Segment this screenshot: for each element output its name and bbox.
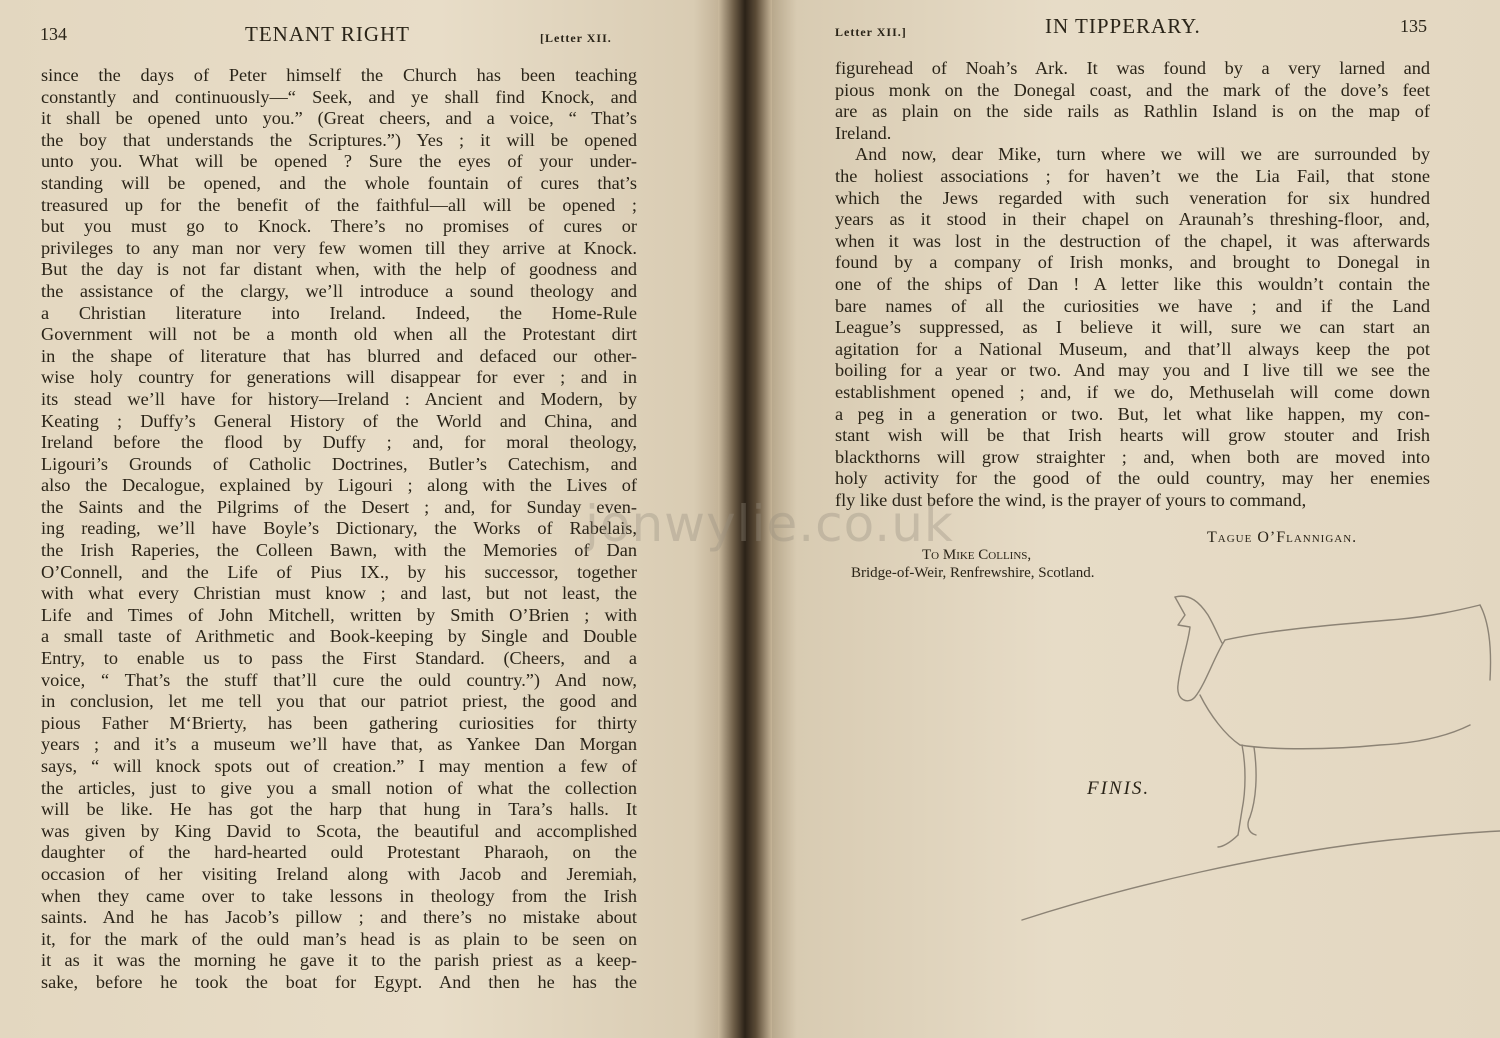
left-text-line: treasured up for the benefit of the faithful—all will be opened ; <box>41 194 637 215</box>
right-text-line: League’s suppressed, as I believe it will, sure we can start an <box>835 317 1430 338</box>
left-text-line: the Irish Raperies, the Colleen Bawn, with the Memories of Dan <box>41 540 637 561</box>
right-text-line: blackthorns will grow straighter ; and, when both are moved into <box>835 446 1430 467</box>
left-text-line: the Saints and the Pilgrims of the Desert ; and, for Sunday even- <box>41 496 637 517</box>
left-text-line: a small taste of Arithmetic and Book-keeping by Single and Double <box>41 626 637 647</box>
left-text-line: the assistance of the clargy, we’ll introduce a sound theology and <box>41 280 637 301</box>
left-text-line: it, for the mark of the ould man’s head is as plain to be seen on <box>41 928 637 949</box>
right-text-line: a peg in a generation or two. But, let what like happen, my con- <box>835 403 1430 424</box>
left-text-line: was given by King David to Scota, the beautiful and accomplished <box>41 820 637 841</box>
left-text-line: will be like. He has got the harp that hung in Tara’s halls. It <box>41 799 637 820</box>
right-text-line: one of the ships of Dan ! A letter like this wouldn’t contain the <box>835 273 1430 294</box>
right-body-text <box>835 58 1430 511</box>
address-to: To Mike Collins, <box>922 547 1032 563</box>
right-text-line: agitation for a National Museum, and that’ll always keep the pot <box>835 338 1430 359</box>
right-text-line: holy activity for the good of the ould country, may her enemies <box>835 468 1430 489</box>
left-text-line: with what every Christian must know ; and last, but not least, the <box>41 583 637 604</box>
right-text-line: are as plain on the side rails as Rathlin Island is on the map of <box>835 101 1430 122</box>
finis-text: FINIS. <box>1087 778 1151 799</box>
horse-pencil-sketch <box>1010 585 1500 945</box>
right-text-line: figurehead of Noah’s Ark. It was found by a very larned and <box>835 58 1430 78</box>
right-text-line: found by a company of Irish monks, and brought to Donegal in <box>835 252 1430 273</box>
left-text-line: in conclusion, let me tell you that our patriot priest, the good and <box>41 691 637 712</box>
left-text-line: But the day is not far distant when, with the help of goodness and <box>41 259 637 280</box>
left-text-line: pious Father M‘Brierty, has been gathering curiosities for thirty <box>41 712 637 733</box>
right-text-line: the holiest associations ; for haven’t we the Lia Fail, that stone <box>835 165 1430 186</box>
left-text-line: its stead we’ll have for history—Ireland : Ancient and Modern, by <box>41 388 637 409</box>
left-body-text <box>41 65 637 994</box>
right-text-line: years as it stood in their chapel on Araunah’s threshing-floor, and, <box>835 209 1430 230</box>
left-text-line: standing will be opened, and the whole fountain of cures that’s <box>41 172 637 193</box>
left-text-line: O’Connell, and the Life of Pius IX., by his successor, together <box>41 561 637 582</box>
left-text-line: it as it was the morning he gave it to the parish priest as a keep- <box>41 950 637 971</box>
right-letter-label: Letter XII.] <box>835 25 907 39</box>
left-text-line: Entry, to enable us to pass the First Standard. (Cheers, and a <box>41 648 637 669</box>
signature: Tague O’Flannigan. <box>1207 529 1358 546</box>
right-text-line: fly like dust before the wind, is the prayer of yours to command, <box>835 489 1307 510</box>
left-text-line: daughter of the hard-hearted ould Protestant Pharaoh, on the <box>41 842 637 863</box>
left-text-line: in the shape of literature that has blurred and defaced our other- <box>41 345 637 366</box>
left-text-line: the articles, just to give you a small notion of what the collection <box>41 777 637 798</box>
left-text-line: when they came over to take lessons in theology from the Irish <box>41 885 637 906</box>
left-running-head: TENANT RIGHT <box>245 22 411 46</box>
left-text-line: Life and Times of John Mitchell, written by Smith O’Brien ; with <box>41 604 637 625</box>
left-text-line: privileges to any man nor very few women till they arrive at Knock. <box>41 237 637 258</box>
left-text-line: Ireland before the flood by Duffy ; and, for moral theology, <box>41 432 637 453</box>
left-text-line: Government will not be a month old when all the Protestant dirt <box>41 324 637 345</box>
left-text-line: since the days of Peter himself the Church has been teaching <box>41 65 637 85</box>
right-folio: 135 <box>1400 16 1427 36</box>
right-text-line: And now, dear Mike, turn where we will we are surrounded by <box>855 144 1430 165</box>
left-text-line: Ligouri’s Grounds of Catholic Doctrines, Butler’s Catechism, and <box>41 453 637 474</box>
watermark: jonwylie.co.uk <box>585 495 954 553</box>
left-letter-label: [Letter XII. <box>540 31 612 45</box>
left-text-line: a Christian literature into Ireland. Indeed, the Home-Rule <box>41 302 637 323</box>
address-place: Bridge-of-Weir, Renfrewshire, Scotland. <box>851 565 1095 581</box>
right-text-line: boiling for a year or two. And may you and I live till we see the <box>835 360 1430 381</box>
left-text-line: unto you. What will be opened ? Sure the eyes of your under- <box>41 151 637 172</box>
left-text-line: ing reading, we’ll have Boyle’s Dictionary, the Works of Rabelais, <box>41 518 637 539</box>
right-text-line: stant wish will be that Irish hearts will grow stouter and Irish <box>835 425 1430 446</box>
left-text-line: voice, “ That’s the stuff that’ll cure the ould country.”) And now, <box>41 669 637 690</box>
right-text-line: when it was lost in the destruction of the chapel, it was afterwards <box>835 230 1430 251</box>
right-text-line: pious monk on the Donegal coast, and the mark of the dove’s feet <box>835 79 1430 100</box>
right-text-line: establishment opened ; and, if we do, Methuselah will come down <box>835 381 1430 402</box>
left-text-line: says, “ will knock spots out of creation.” I may mention a few of <box>41 756 637 776</box>
right-running-head: IN TIPPERARY. <box>1045 14 1201 38</box>
left-text-line: occasion of her visiting Ireland along with Jacob and Jeremiah, <box>41 863 637 884</box>
left-text-line: it shall be opened unto you.” (Great cheers, and a voice, “ That’s <box>41 108 637 129</box>
left-text-line: Keating ; Duffy’s General History of the World and China, and <box>41 410 637 431</box>
left-text-line: constantly and continuously—“ Seek, and ye shall find Knock, and <box>41 86 637 107</box>
left-text-line: years ; and it’s a museum we’ll have that, as Yankee Dan Morgan <box>41 734 637 755</box>
right-text-line: bare names of all the curiosities we have ; and if the Land <box>835 295 1430 316</box>
left-folio: 134 <box>40 24 67 44</box>
left-text-line: sake, before he took the boat for Egypt. And then he has the <box>41 971 637 992</box>
right-text-line: Ireland. <box>835 122 892 143</box>
left-text-line: also the Decalogue, explained by Ligouri ; along with the Lives of <box>41 475 637 496</box>
right-text-line: which the Jews regarded with such veneration for six hundred <box>835 187 1430 208</box>
left-text-line: but you must go to Knock. There’s no promises of cures or <box>41 216 637 237</box>
left-text-line: saints. And he has Jacob’s pillow ; and there’s no mistake about <box>41 907 637 928</box>
left-text-line: the boy that understands the Scriptures.”) Yes ; it will be opened <box>41 129 637 150</box>
left-text-line: wise holy country for generations will disappear for ever ; and in <box>41 367 637 388</box>
